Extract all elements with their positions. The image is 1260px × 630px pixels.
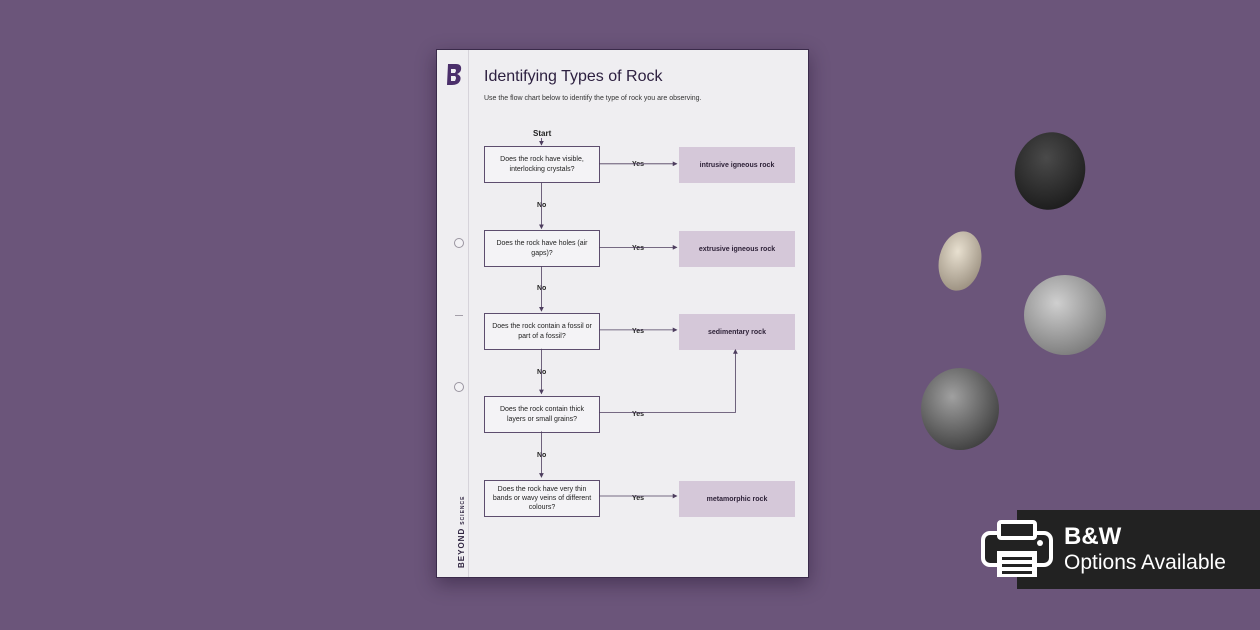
- punch-hole-bottom: [454, 382, 464, 392]
- worksheet: [436, 49, 809, 578]
- worksheet-instructions: Use the flow chart below to identify the type of rock you are observing.: [484, 95, 702, 102]
- bw-label: B&W: [1064, 523, 1122, 550]
- binder-spine: [437, 50, 469, 577]
- question-box-1: Does the rock have visible, interlocking crystals?: [484, 146, 600, 183]
- punch-hole-top: [454, 238, 464, 248]
- yes-label-5: Yes: [632, 495, 645, 502]
- options-available-label: Options Available: [1064, 551, 1226, 574]
- yes-label-2: Yes: [632, 245, 645, 252]
- result-box-intrusive: intrusive igneous rock: [679, 147, 795, 183]
- fold-mark: [455, 315, 463, 316]
- result-box-sedimentary: sedimentary rock: [679, 314, 795, 350]
- question-box-4: Does the rock contain thick layers or small grains?: [484, 396, 600, 433]
- result-box-metamorphic: metamorphic rock: [679, 481, 795, 517]
- question-box-5: Does the rock have very thin bands or wavy veins of different colours?: [484, 480, 600, 517]
- no-label-3: No: [537, 369, 547, 376]
- no-label-4: No: [537, 452, 547, 459]
- no-label-1: No: [537, 202, 547, 209]
- yes-label-3: Yes: [632, 328, 645, 335]
- speckled-rock-image: [919, 366, 1003, 452]
- dark-rock-image: [1012, 129, 1090, 213]
- beyond-logo-icon: [445, 62, 463, 86]
- tan-pebble-image: [936, 230, 986, 294]
- brand-sub: SCIENCE: [460, 495, 466, 525]
- question-box-2: Does the rock have holes (air gaps)?: [484, 230, 600, 267]
- grey-rock-image: [1022, 272, 1110, 358]
- printer-icon: [980, 519, 1054, 581]
- no-label-2: No: [537, 285, 547, 292]
- yes-label-1: Yes: [632, 161, 645, 168]
- brand-main: BEYOND: [457, 527, 466, 568]
- brand-label: [451, 496, 469, 568]
- yes-label-4: Yes: [632, 411, 645, 418]
- worksheet-title: Identifying Types of Rock: [484, 68, 663, 85]
- result-box-extrusive: extrusive igneous rock: [679, 231, 795, 267]
- question-box-3: Does the rock contain a fossil or part of a fossil?: [484, 313, 600, 350]
- flow-start-label: Start: [533, 129, 552, 138]
